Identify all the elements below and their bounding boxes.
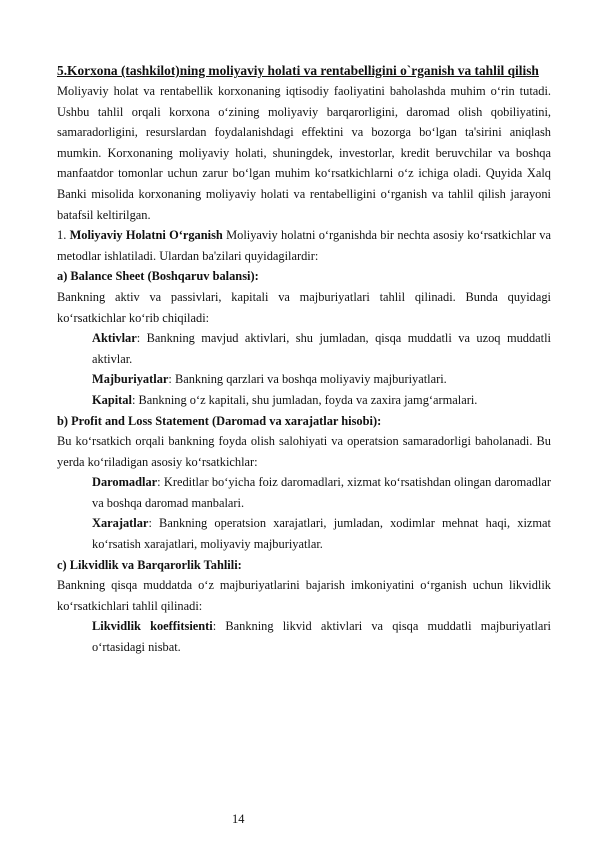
section-1-text: Moliyaviy holatni o‘rganishda bir nechta asosiy ko‘rsatkichlar va metodlar ishlatiladi. Ulardan ba'zilari quyidagilardir: [57, 228, 551, 263]
list-item [57, 513, 551, 554]
list-item [57, 369, 551, 390]
list-item [57, 616, 551, 657]
list-item [57, 390, 551, 411]
section-1-title: Moliyaviy Holatni O‘rganish [69, 228, 223, 243]
list-item-term: Likvidlik koeffitsienti [92, 619, 213, 634]
subsection-b-text: Bu ko‘rsatkich orqali bankning foyda olish salohiyati va operatsion samaradorligi baholanadi. Bu yerda ko‘riladigan asosiy ko‘rsatkichlar: [57, 434, 551, 469]
page-number: 14 [232, 812, 245, 826]
list-item-term: Aktivlar [92, 331, 137, 346]
list-item [57, 328, 551, 369]
section-1-number: 1. [57, 228, 67, 243]
list-item-desc: : Bankning likvid aktivlari va qisqa muddatli majburiyatlari o‘rtasidagi nisbat. [92, 619, 551, 655]
list-item [57, 472, 551, 513]
list-item-desc: : Kreditlar bo‘yicha foiz daromadlari, xizmat ko‘rsatishdan olingan daromadlar va boshqa daromad manbalari. [92, 475, 551, 510]
subsection-c-text: Bankning qisqa muddatda o‘z majburiyatlarini bajarish imkoniyatini o‘rganish uchun likvidlik ko‘rsatkichlari tahlil qilinadi: [57, 578, 551, 613]
section-1-paragraph [57, 225, 551, 266]
list-item-term: Kapital [92, 392, 132, 407]
subsection-c-title: c) Likvidlik va Barqarorlik Tahlili: [57, 557, 242, 572]
list-item-desc: : Bankning o‘z kapitali, shu jumladan, foyda va zaxira jamg‘armalari. [131, 392, 478, 407]
list-item-desc: : Bankning qarzlari va boshqa moliyaviy majburiyatlari. [168, 372, 447, 387]
page-content [57, 60, 551, 658]
list-item-term: Daromadlar [92, 475, 158, 490]
subsection-a-title: a) Balance Sheet (Boshqaruv balansi): [57, 269, 259, 284]
subsection-b-title: b) Profit and Loss Statement (Daromad va xarajatlar hisobi): [57, 413, 382, 428]
list-item-desc: : Bankning operatsion xarajatlari, jumladan, xodimlar mehnat haqi, xizmat ko‘rsatish xarajatlari, moliyaviy majburiyatlar. [92, 516, 551, 552]
section-heading: 5.Korxona (tashkilot)ning moliyaviy holati va rentabelligini o`rganish va tahlil qilish [57, 63, 539, 78]
list-item-term: Majburiyatlar [92, 372, 169, 387]
list-item-desc: : Bankning mavjud aktivlari, shu jumladan, qisqa muddatli va uzoq muddatli aktivlar. [92, 331, 551, 366]
list-item-term: Xarajatlar [92, 516, 149, 531]
intro-paragraph: Moliyaviy holat va rentabellik korxonaning iqtisodiy faoliyatini baholashda muhim o‘rin tutadi. Ushbu tahlil orqali korxona o‘zining moliyaviy barqarorligini, daromad olish qobiliyatini, samaradorligini, resurslardan foydalanishdagi effektini va bozorga bo‘lgan ta'sirini aniqlash mumkin. Korxonaning moliyaviy holati, shuningdek, investorlar, kredit beruvchilar va boshqa manfaatdor tomonlar uchun zarur bo‘lgan muhim ko‘rsatkichlarni o‘z ichiga oladi. Quyida Xalq Banki misolida korxonaning moliyaviy holati va rentabelligini o‘rganish va tahlil qilish jarayoni batafsil keltirilgan. [57, 84, 551, 222]
subsection-a-text: Bankning aktiv va passivlari, kapitali va majburiyatlari tahlil qilinadi. Bunda quyidagi ko‘rsatkichlar ko‘rib chiqiladi: [57, 289, 551, 325]
